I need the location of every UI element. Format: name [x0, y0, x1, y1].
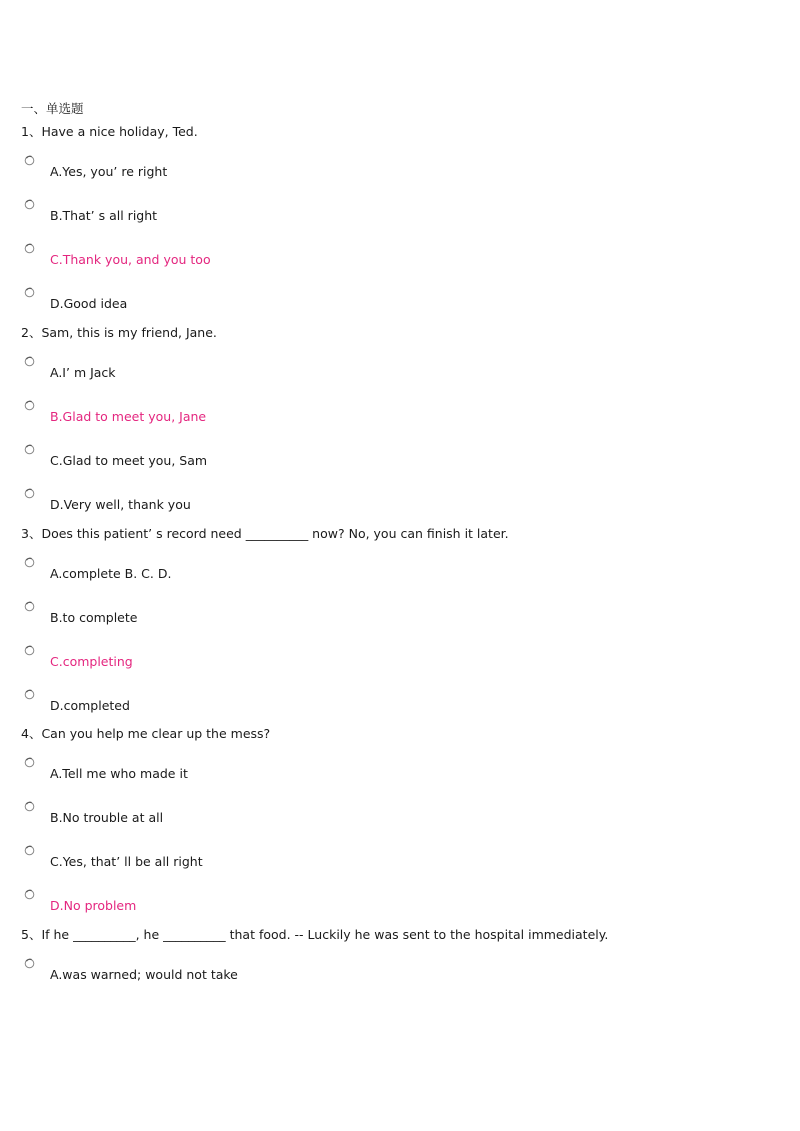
question-3-option-1[interactable] — [24, 557, 724, 593]
option-label: A.I’ m Jack — [50, 365, 116, 380]
question-3-option-2[interactable] — [24, 601, 724, 637]
question-1-option-1[interactable] — [24, 155, 724, 191]
question-4-option-4[interactable] — [24, 889, 724, 925]
radio-circle-icon[interactable] — [24, 958, 34, 968]
option-label: C.Yes, that’ ll be all right — [50, 854, 203, 869]
radio-circle-icon[interactable] — [24, 845, 34, 855]
option-label: A.complete B. C. D. — [50, 566, 172, 581]
question-2-option-3[interactable] — [24, 444, 724, 480]
option-label: B.That’ s all right — [50, 208, 158, 223]
question-3-option-4[interactable] — [24, 689, 724, 725]
question-2-option-4[interactable] — [24, 488, 724, 524]
question-2: 2、Sam, this is my friend, Jane. — [21, 325, 217, 340]
radio-circle-icon[interactable] — [24, 155, 34, 165]
option-label: C.completing — [50, 654, 133, 669]
question-2-option-1[interactable] — [24, 356, 724, 392]
radio-circle-icon[interactable] — [24, 488, 34, 498]
question-1-option-3[interactable] — [24, 243, 724, 279]
option-label: D.Good idea — [50, 296, 128, 311]
radio-circle-icon[interactable] — [24, 889, 34, 899]
option-label: C.Thank you, and you too — [50, 252, 211, 267]
option-label: B.Glad to meet you, Jane — [50, 409, 207, 424]
option-label: A.Yes, you’ re right — [50, 164, 168, 179]
option-label: A.was warned; would not take — [50, 967, 238, 982]
radio-circle-icon[interactable] — [24, 645, 34, 655]
radio-circle-icon[interactable] — [24, 243, 34, 253]
question-4-option-2[interactable] — [24, 801, 724, 837]
option-label: B.No trouble at all — [50, 810, 164, 825]
radio-circle-icon[interactable] — [24, 689, 34, 699]
radio-circle-icon[interactable] — [24, 801, 34, 811]
question-5: 5、If he __________, he __________ that food. -- Luckily he was sent to the hospital immediately. — [21, 927, 609, 942]
question-1-option-2[interactable] — [24, 199, 724, 235]
option-label: D.No problem — [50, 898, 137, 913]
option-label: A.Tell me who made it — [50, 766, 188, 781]
radio-circle-icon[interactable] — [24, 444, 34, 454]
question-3: 3、Does this patient’ s record need __________ now? No, you can finish it later. — [21, 526, 509, 541]
question-4: 4、Can you help me clear up the mess? — [21, 726, 271, 741]
option-label: D.completed — [50, 698, 130, 713]
section-title: 一、单选题 — [21, 101, 84, 116]
radio-circle-icon[interactable] — [24, 557, 34, 567]
radio-circle-icon[interactable] — [24, 601, 34, 611]
question-1: 1、Have a nice holiday, Ted. — [21, 124, 198, 139]
option-label: D.Very well, thank you — [50, 497, 191, 512]
radio-circle-icon[interactable] — [24, 757, 34, 767]
radio-circle-icon[interactable] — [24, 356, 34, 366]
question-5-option-1[interactable] — [24, 958, 724, 994]
question-4-option-3[interactable] — [24, 845, 724, 881]
question-3-option-3[interactable] — [24, 645, 724, 681]
option-label: C.Glad to meet you, Sam — [50, 453, 208, 468]
radio-circle-icon[interactable] — [24, 400, 34, 410]
question-2-option-2[interactable] — [24, 400, 724, 436]
question-4-option-1[interactable] — [24, 757, 724, 793]
radio-circle-icon[interactable] — [24, 199, 34, 209]
question-1-option-4[interactable] — [24, 287, 724, 323]
radio-circle-icon[interactable] — [24, 287, 34, 297]
option-label: B.to complete — [50, 610, 138, 625]
